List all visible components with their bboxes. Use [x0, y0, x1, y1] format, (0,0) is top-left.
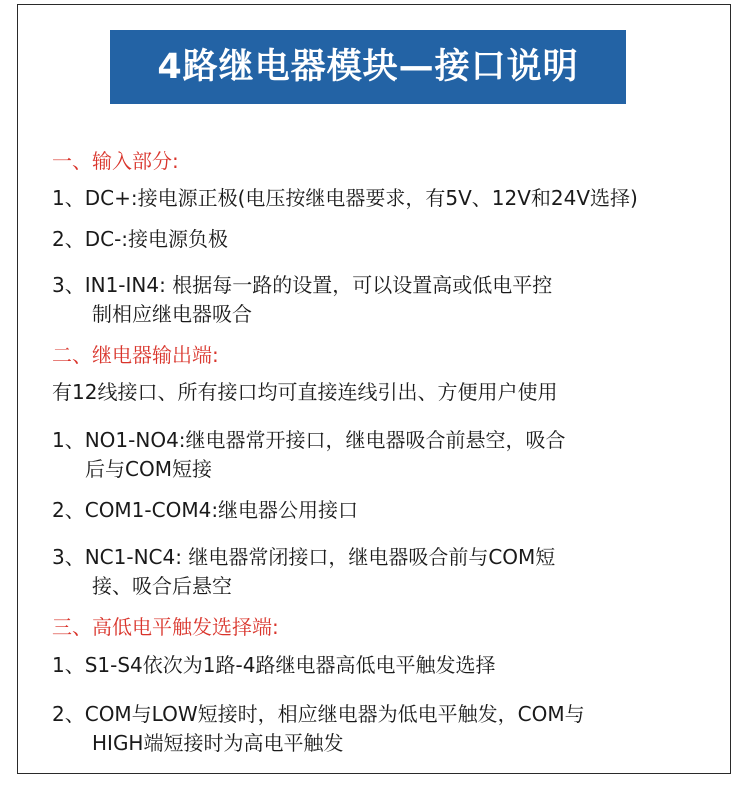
trigger-item-com-low-cont: HIGH端短接时为高电平触发: [92, 731, 344, 755]
input-item-in1-in4-cont: 制相应继电器吸合: [92, 302, 252, 326]
input-item-dc-plus: 1、DC+:接电源正极(电压按继电器要求，有5V、12V和24V选择): [52, 186, 638, 210]
output-item-nc-cont: 接、吸合后悬空: [92, 574, 232, 598]
trigger-item-com-low: 2、COM与LOW短接时，相应继电器为低电平触发，COM与: [52, 702, 585, 726]
output-item-com: 2、COM1-COM4:继电器公用接口: [52, 498, 359, 522]
output-intro: 有12线接口、所有接口均可直接连线引出、方便用户使用: [52, 380, 558, 404]
output-item-no: 1、NO1-NO4:继电器常开接口，继电器吸合前悬空，吸合: [52, 428, 566, 452]
section-heading-output: 二、继电器输出端:: [52, 343, 219, 367]
section-heading-input: 一、输入部分:: [52, 149, 179, 173]
input-item-dc-minus: 2、DC-:接电源负极: [52, 227, 229, 251]
input-item-in1-in4: 3、IN1-IN4: 根据每一路的设置，可以设置高或低电平控: [52, 273, 553, 297]
section-heading-trigger: 三、高低电平触发选择端:: [52, 615, 279, 639]
trigger-item-s1-s4: 1、S1-S4依次为1路-4路继电器高低电平触发选择: [52, 653, 496, 677]
title-banner: 4路继电器模块—接口说明: [110, 30, 626, 104]
output-item-no-cont: 后与COM短接: [85, 457, 212, 481]
output-item-nc: 3、NC1-NC4: 继电器常闭接口，继电器吸合前与COM短: [52, 545, 556, 569]
